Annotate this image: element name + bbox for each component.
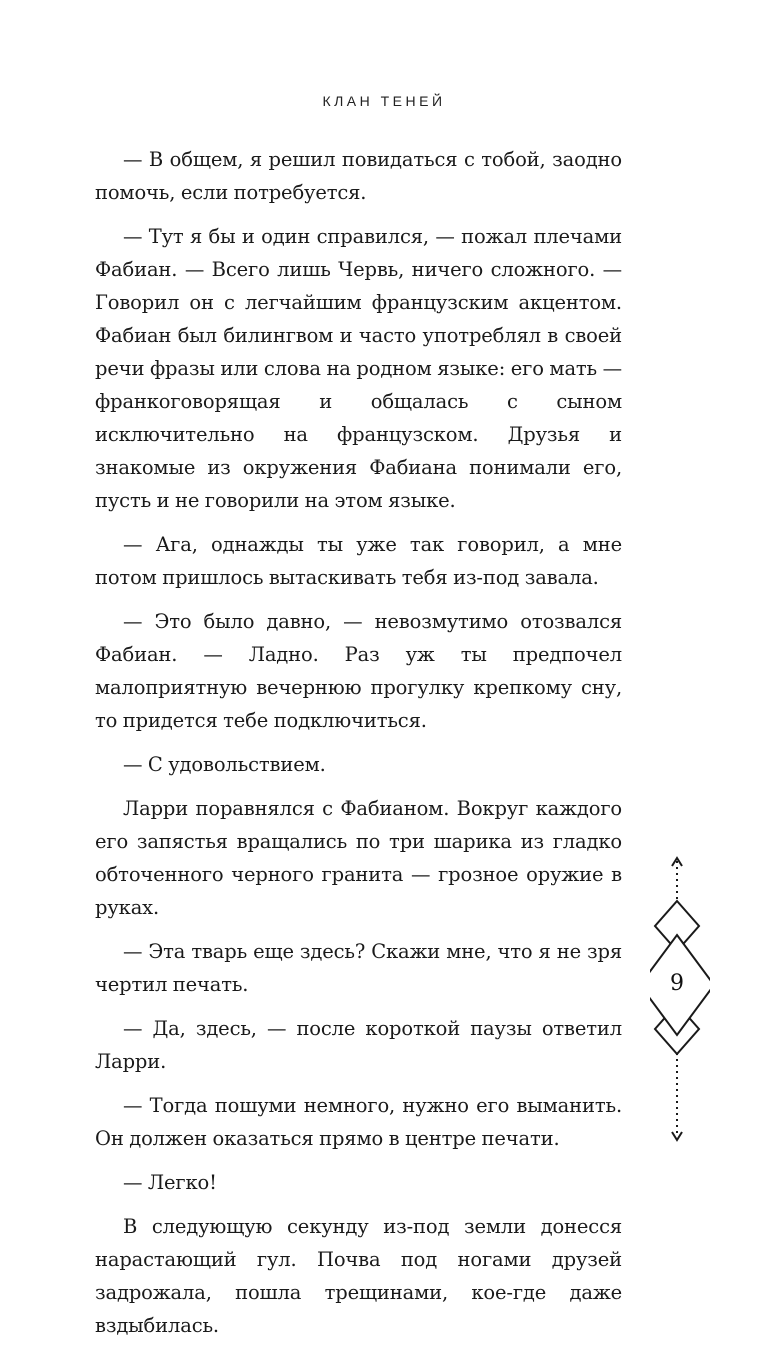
page-ornament bbox=[650, 855, 710, 1145]
paragraph: — Легко! bbox=[123, 1171, 217, 1194]
body-text bbox=[95, 143, 622, 1353]
paragraph: В следующую секунду из-под земли донесся нарастающий гул. Почва под ногами друзей задрожала, пошла трещинами, кое-где даже вздыбилась. bbox=[95, 1215, 622, 1337]
paragraph: — С удовольствием. bbox=[123, 753, 326, 776]
paragraph: — Эта тварь еще здесь? Скажи мне, что я не зря чертил печать. bbox=[95, 940, 622, 996]
paragraph: — Да, здесь, — после короткой паузы ответил Ларри. bbox=[95, 1017, 622, 1073]
paragraph: — Это было давно, — невозмутимо отозвался Фабиан. — Ладно. Раз уж ты предпочел малоприятную вечернюю прогулку крепкому сну, то придется тебе подключиться. bbox=[95, 610, 622, 732]
running-head: КЛАН ТЕНЕЙ bbox=[322, 93, 446, 109]
page-number: 9 bbox=[670, 971, 684, 996]
paragraph: — Тогда пошуми немного, нужно его выманить. Он должен оказаться прямо в центре печати. bbox=[95, 1094, 622, 1150]
paragraph: — В общем, я решил повидаться с тобой, заодно помочь, если потребуется. bbox=[95, 148, 622, 204]
paragraph: — Ага, однажды ты уже так говорил, а мне потом пришлось вытаскивать тебя из-под завала. bbox=[95, 533, 622, 589]
arrow-down-icon bbox=[672, 1132, 682, 1140]
paragraph: — Тут я бы и один справился, — пожал плечами Фабиан. — Всего лишь Червь, ничего сложного. — Говорил он с легчайшим французским акцентом. Фабиан был билингвом и часто употреблял в своей речи фразы или слова на родном языке: его мать — франкоговорящая и общалась с сыном исключительно на французском. Друзья и знакомые из окружения Фабиана понимали его, пусть и не говорили на этом языке. bbox=[95, 225, 622, 512]
paragraph: Ларри поравнялся с Фабианом. Вокруг каждого его запястья вращались по три шарика из гладко обточенного черного гранита — грозное оружие в руках. bbox=[95, 797, 622, 919]
